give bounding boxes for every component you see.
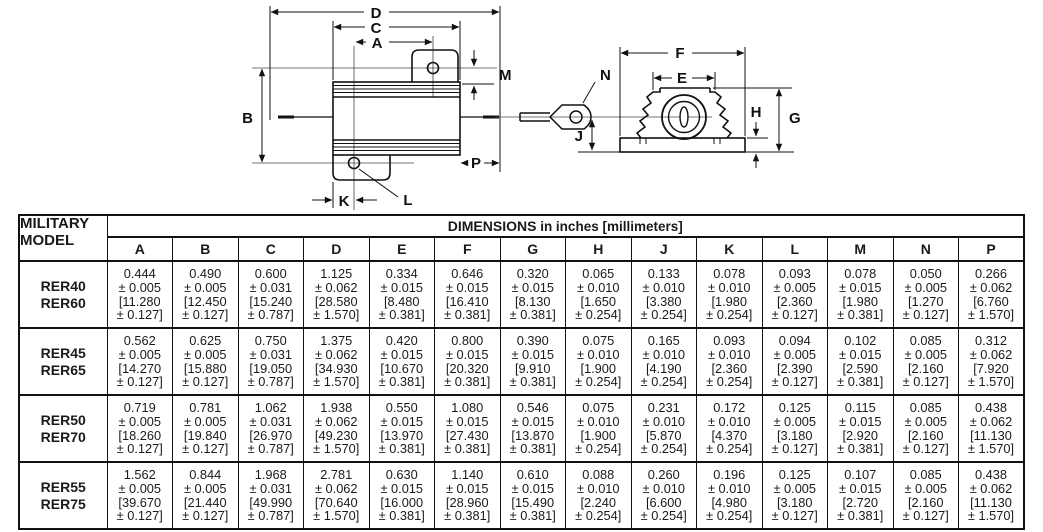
dimension-cell: 0.078 ± 0.015 [1.980 ± 0.381] (828, 261, 894, 328)
dim-label-c: C (370, 20, 382, 37)
dim-label-a: A (371, 35, 383, 52)
dim-label-b: B (242, 110, 253, 127)
dimensions-table (18, 214, 1025, 530)
dimension-cell: 0.102 ± 0.015 [2.590 ± 0.381] (828, 328, 894, 395)
military-model-header-line1: MILITARY (20, 215, 90, 232)
dimension-cell: 0.490 ± 0.005 [12.450 ± 0.127] (173, 261, 239, 328)
dimension-cell: 0.088 ± 0.010 [2.240 ± 0.254] (566, 462, 632, 529)
col-header-k: K (697, 237, 763, 261)
model-cell: RER45 RER65 (19, 328, 107, 395)
dim-label-l: L (403, 192, 413, 209)
model-cell: RER40 RER60 (19, 261, 107, 328)
dimension-cell: 0.266 ± 0.062 [6.760 ± 1.570] (959, 261, 1025, 328)
dimension-cell: 1.938 ± 0.062 [49.230 ± 1.570] (304, 395, 370, 462)
col-header-p: P (959, 237, 1025, 261)
dimension-cell: 0.196 ± 0.010 [4.980 ± 0.254] (697, 462, 763, 529)
military-model-header-line2: MODEL (20, 231, 75, 249)
dimension-table-body (19, 261, 1024, 529)
col-header-n: N (893, 237, 959, 261)
dimension-cell: 0.312 ± 0.062 [7.920 ± 1.570] (959, 328, 1025, 395)
dimension-cell: 0.600 ± 0.031 [15.240 ± 0.787] (238, 261, 304, 328)
dimension-cell: 0.438 ± 0.062 [11.130 ± 1.570] (959, 395, 1025, 462)
col-header-j: J (631, 237, 697, 261)
dimension-cell: 0.125 ± 0.005 [3.180 ± 0.127] (762, 395, 828, 462)
dimension-cell: 0.133 ± 0.010 [3.380 ± 0.254] (631, 261, 697, 328)
dimension-cell: 0.094 ± 0.005 [2.390 ± 0.127] (762, 328, 828, 395)
dimension-cell: 0.800 ± 0.015 [20.320 ± 0.381] (435, 328, 501, 395)
col-header-h: H (566, 237, 632, 261)
dimension-cell: 1.062 ± 0.031 [26.970 ± 0.787] (238, 395, 304, 462)
dim-label-h: H (750, 104, 762, 121)
resistor-outline-drawing (0, 0, 1043, 213)
dimension-cell: 0.562 ± 0.005 [14.270 ± 0.127] (107, 328, 173, 395)
dimension-cell: 0.085 ± 0.005 [2.160 ± 0.127] (893, 462, 959, 529)
col-header-c: C (238, 237, 304, 261)
model-cell: RER50 RER70 (19, 395, 107, 462)
dim-label-e: E (676, 70, 688, 87)
dimension-cell: 0.075 ± 0.010 [1.900 ± 0.254] (566, 328, 632, 395)
model-cell: RER55 RER75 (19, 462, 107, 529)
dimension-cell: 0.320 ± 0.015 [8.130 ± 0.381] (500, 261, 566, 328)
dimension-cell: 2.781 ± 0.062 [70.640 ± 1.570] (304, 462, 370, 529)
resistor-core (662, 95, 706, 139)
dim-label-f: F (675, 45, 685, 62)
col-header-l: L (762, 237, 828, 261)
dimension-cell: 0.165 ± 0.010 [4.190 ± 0.254] (631, 328, 697, 395)
table-row (19, 328, 1024, 395)
dimension-cell: 0.390 ± 0.015 [9.910 ± 0.381] (500, 328, 566, 395)
table-header-row-2 (19, 237, 1024, 261)
dimension-cell: 0.260 ± 0.010 [6.600 ± 0.254] (631, 462, 697, 529)
dimension-cell: 0.630 ± 0.015 [16.000 ± 0.381] (369, 462, 435, 529)
top-mounting-tab (412, 50, 458, 82)
dimension-cell: 0.125 ± 0.005 [3.180 ± 0.127] (762, 462, 828, 529)
dimension-cell: 0.610 ± 0.015 [15.490 ± 0.381] (500, 462, 566, 529)
dimension-cell: 0.172 ± 0.010 [4.370 ± 0.254] (697, 395, 763, 462)
dimension-cell: 0.075 ± 0.010 [1.900 ± 0.254] (566, 395, 632, 462)
dim-label-m: M (499, 67, 512, 84)
dimension-cell: 1.968 ± 0.031 [49.990 ± 0.787] (238, 462, 304, 529)
dimension-cell: 0.719 ± 0.005 [18.260 ± 0.127] (107, 395, 173, 462)
dim-label-k: K (338, 193, 350, 210)
dimension-cell: 0.107 ± 0.015 [2.720 ± 0.381] (828, 462, 894, 529)
dimensions-span-header (107, 215, 1024, 237)
dimension-cell: 0.444 ± 0.005 [11.280 ± 0.127] (107, 261, 173, 328)
dimension-cell: 0.093 ± 0.005 [2.360 ± 0.127] (762, 261, 828, 328)
bottom-mounting-tab (333, 155, 390, 180)
col-header-d: D (304, 237, 370, 261)
dimension-cell: 1.140 ± 0.015 [28.960 ± 0.381] (435, 462, 501, 529)
col-header-g: G (500, 237, 566, 261)
dimension-cell: 0.550 ± 0.015 [13.970 ± 0.381] (369, 395, 435, 462)
dimension-cell: 0.625 ± 0.005 [15.880 ± 0.127] (173, 328, 239, 395)
dim-label-p: P (470, 155, 482, 172)
dimension-cell: 0.781 ± 0.005 [19.840 ± 0.127] (173, 395, 239, 462)
dimension-cell: 0.065 ± 0.010 [1.650 ± 0.254] (566, 261, 632, 328)
resistor-end-view (495, 47, 794, 168)
dimension-cell: 1.125 ± 0.062 [28.580 ± 1.570] (304, 261, 370, 328)
table-row (19, 261, 1024, 328)
dimension-cell: 0.334 ± 0.015 [8.480 ± 0.381] (369, 261, 435, 328)
dimension-cell: 0.093 ± 0.010 [2.360 ± 0.254] (697, 328, 763, 395)
dim-label-n: N (600, 67, 611, 84)
dimension-cell: 0.078 ± 0.010 [1.980 ± 0.254] (697, 261, 763, 328)
mounting-flange (620, 138, 745, 152)
col-header-a: A (107, 237, 173, 261)
dimension-cell: 0.085 ± 0.005 [2.160 ± 0.127] (893, 395, 959, 462)
table-header-row-1 (19, 215, 1024, 237)
dimensions-units: in inches [millimeters] (536, 219, 683, 234)
col-header-b: B (173, 237, 239, 261)
dim-label-j: J (574, 128, 583, 145)
col-header-e: E (369, 237, 435, 261)
dimensions-word: DIMENSIONS (447, 218, 537, 234)
col-header-f: F (435, 237, 501, 261)
dimension-cell: 0.050 ± 0.005 [1.270 ± 0.127] (893, 261, 959, 328)
table-row (19, 462, 1024, 529)
table-row (19, 395, 1024, 462)
dimension-cell: 1.562 ± 0.005 [39.670 ± 0.127] (107, 462, 173, 529)
dim-label-g: G (789, 110, 801, 127)
military-model-header (19, 215, 107, 261)
dimension-cell: 1.080 ± 0.015 [27.430 ± 0.381] (435, 395, 501, 462)
dimension-cell: 0.438 ± 0.062 [11.130 ± 1.570] (959, 462, 1025, 529)
dimension-cell: 0.231 ± 0.010 [5.870 ± 0.254] (631, 395, 697, 462)
dimension-cell: 0.115 ± 0.015 [2.920 ± 0.381] (828, 395, 894, 462)
dimension-cell: 0.750 ± 0.031 [19.050 ± 0.787] (238, 328, 304, 395)
mechanical-drawing (0, 0, 1043, 213)
dimension-cell: 0.085 ± 0.005 [2.160 ± 0.127] (893, 328, 959, 395)
dimension-cell: 0.420 ± 0.015 [10.670 ± 0.381] (369, 328, 435, 395)
dim-label-d: D (370, 5, 382, 22)
dimension-cell: 0.646 ± 0.015 [16.410 ± 0.381] (435, 261, 501, 328)
dimension-cell: 0.546 ± 0.015 [13.870 ± 0.381] (500, 395, 566, 462)
col-header-m: M (828, 237, 894, 261)
dimension-cell: 1.375 ± 0.062 [34.930 ± 1.570] (304, 328, 370, 395)
dimension-cell: 0.844 ± 0.005 [21.440 ± 0.127] (173, 462, 239, 529)
